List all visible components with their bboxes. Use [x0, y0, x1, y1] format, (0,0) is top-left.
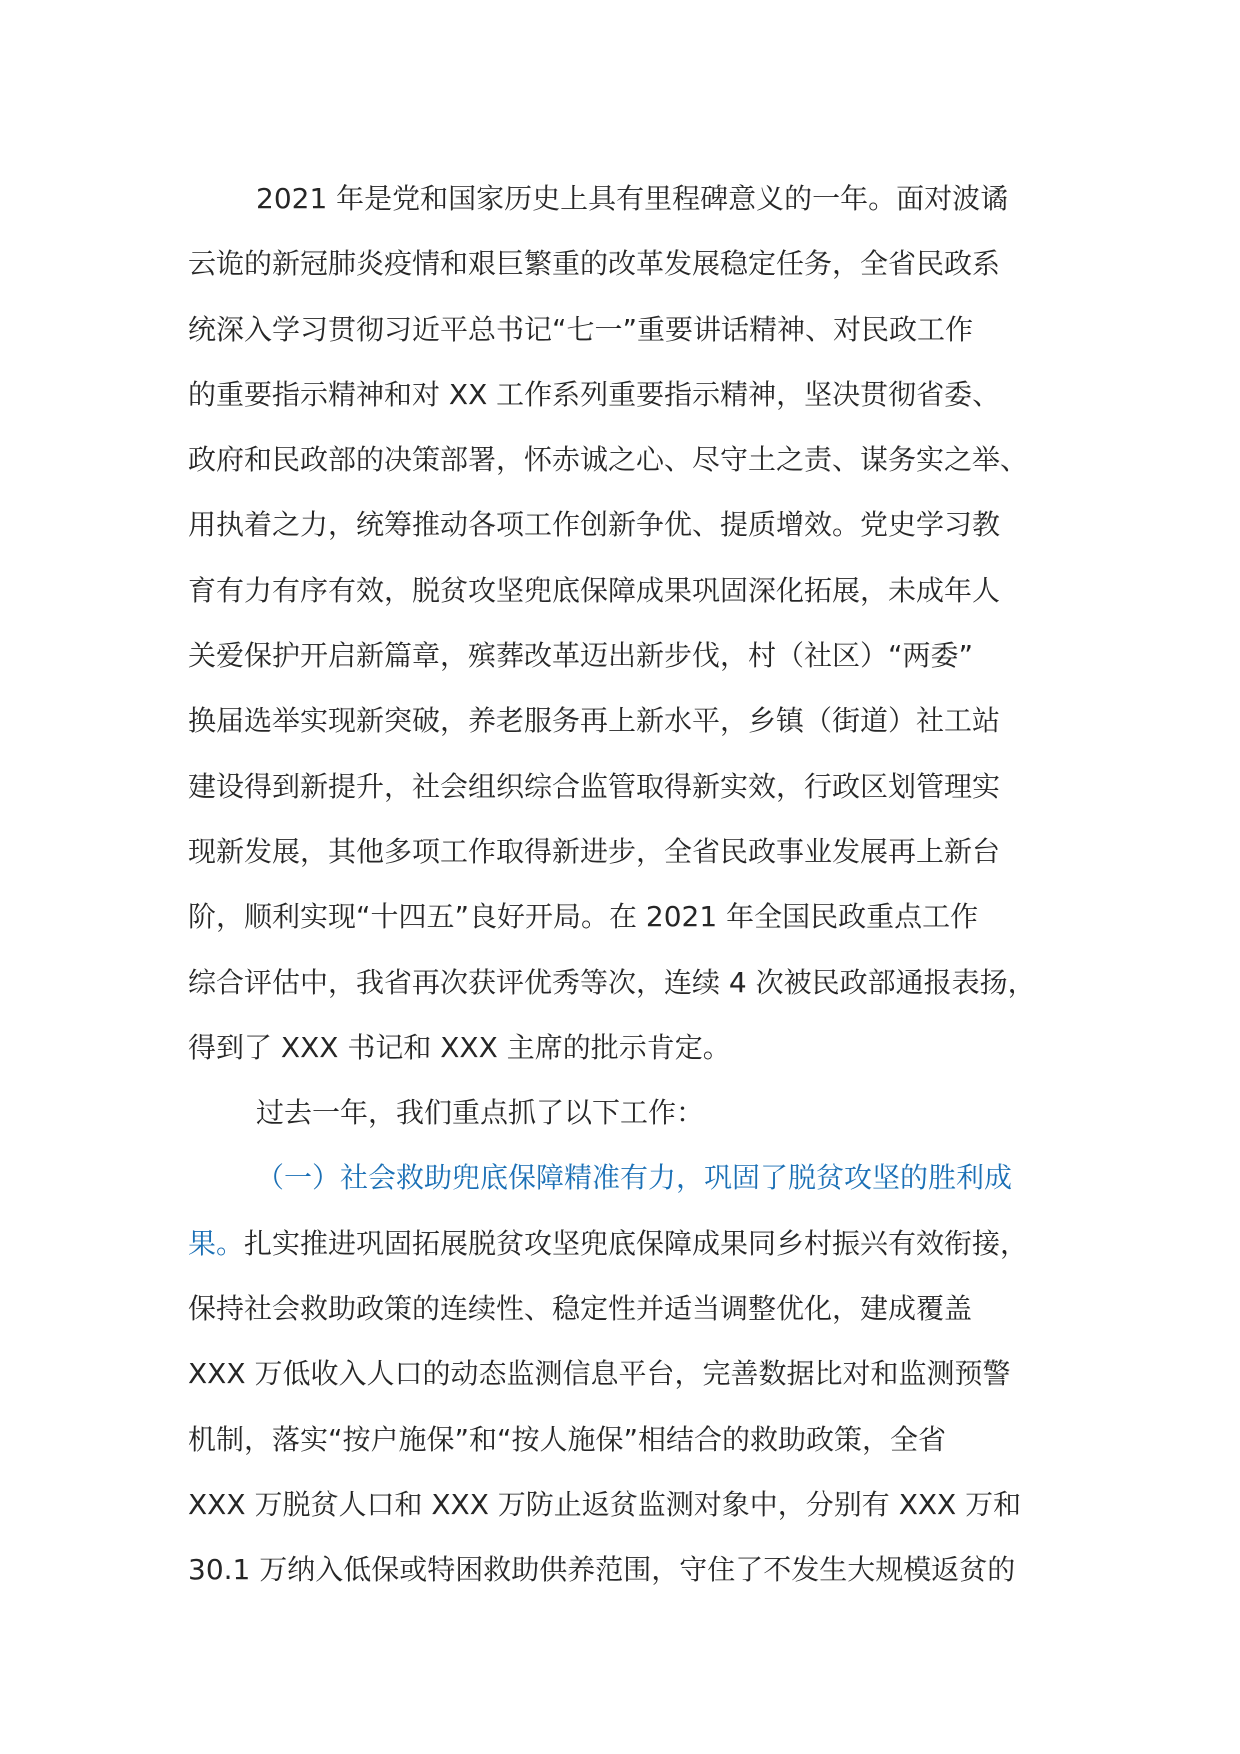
section-heading: （一）社会救助兜底保障精准有力，巩固了脱贫攻坚的胜利成	[256, 1161, 1013, 1195]
section-line: 30.1 万纳入低保或特困救助供养范围，守住了不发生大规模返贫的	[188, 1553, 1016, 1587]
paragraph-line: 政府和民政部的决策部署，怀赤诚之心、尽守土之责、谋务实之举、	[188, 443, 1029, 477]
paragraph-line: 建设得到新提升，社会组织综合监管取得新实效，行政区划管理实	[188, 769, 1001, 803]
paragraph-line: 2021 年是党和国家历史上具有里程碑意义的一年。面对波谲	[256, 182, 1009, 215]
paragraph-line: 现新发展，其他多项工作取得新进步，全省民政事业发展再上新台	[188, 834, 1001, 868]
paragraph-line: 关爱保护开启新篇章，殡葬改革迈出新步伐，村（社区）“两委”	[188, 639, 974, 673]
paragraph-line: 综合评估中，我省再次获评优秀等次，连续 4 次被民政部通报表扬，	[188, 965, 1036, 999]
paragraph-line: 用执着之力，统筹推动各项工作创新争优、提质增效。党史学习教	[188, 508, 1001, 542]
section-body-start: 扎实推进巩固拓展脱贫攻坚兜底保障成果同乡村振兴有效衔接，	[244, 1226, 1029, 1260]
section-line: 机制，落实“按户施保”和“按人施保”相结合的救助政策，全省	[188, 1422, 947, 1456]
section-line: XXX 万低收入人口的动态监测信息平台，完善数据比对和监测预警	[188, 1357, 1011, 1391]
paragraph-line: 换届选举实现新突破，养老服务再上新水平，乡镇（街道）社工站	[188, 704, 1001, 738]
section-heading-continuation	[188, 1211, 1068, 1276]
paragraph-line: 阶，顺利实现“十四五”良好开局。在 2021 年全国民政重点工作	[188, 900, 979, 934]
section-line: 保持社会救助政策的连续性、稳定性并适当调整优化，建成覆盖	[188, 1292, 973, 1326]
paragraph-line: 过去一年，我们重点抓了以下工作：	[256, 1096, 705, 1130]
paragraph-line: 得到了 XXX 书记和 XXX 主席的批示肯定。	[188, 1030, 731, 1064]
paragraph-line: 育有力有序有效，脱贫攻坚兜底保障成果巩固深化拓展，未成年人	[188, 573, 1001, 607]
paragraph-line: 的重要指示精神和对 XX 工作系列重要指示精神，坚决贯彻省委、	[188, 377, 1001, 411]
paragraph-line: 云诡的新冠肺炎疫情和艰巨繁重的改革发展稳定任务，全省民政系	[188, 247, 1001, 281]
section-heading-end: 果。	[188, 1226, 245, 1260]
section-line: XXX 万脱贫人口和 XXX 万防止返贫监测对象中，分别有 XXX 万和	[188, 1487, 1022, 1521]
paragraph-line: 统深入学习贯彻习近平总书记“七一”重要讲话精神、对民政工作	[188, 312, 974, 346]
document-body	[188, 166, 1068, 1603]
